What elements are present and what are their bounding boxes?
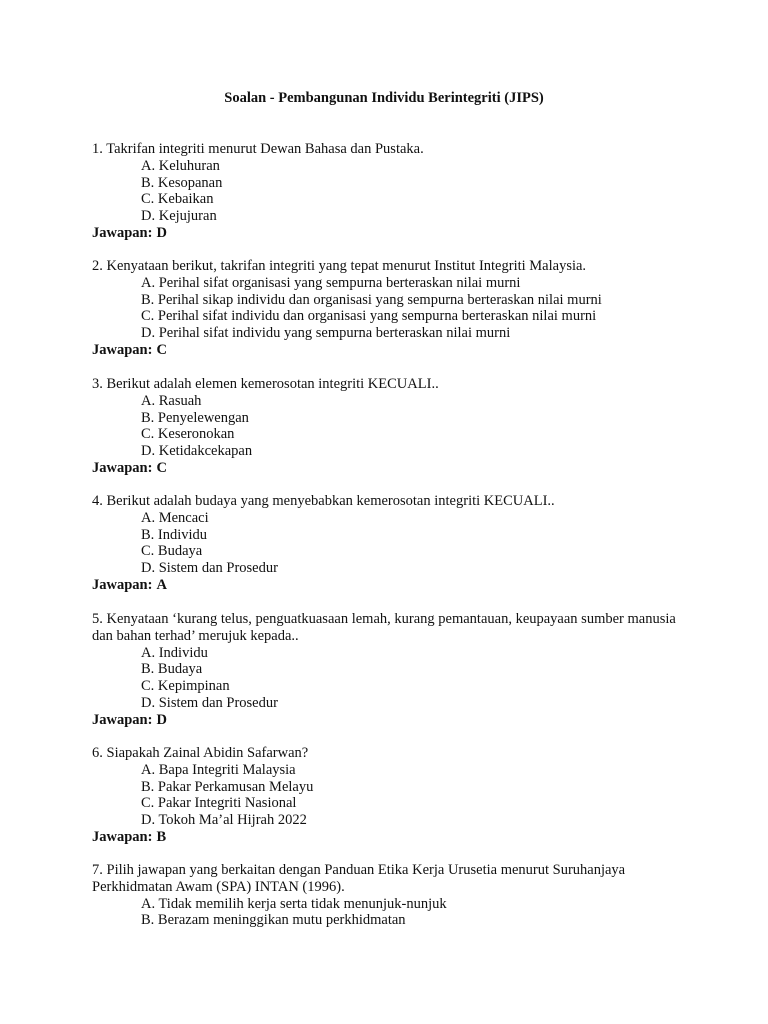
option-d: D. Ketidakcekapan xyxy=(141,443,253,460)
option-a: A. Individu xyxy=(141,644,208,661)
option-list xyxy=(92,762,692,829)
question-2 xyxy=(92,258,692,359)
question-text: 4. Berikut adalah budaya yang menyebabkan kemerosotan integriti KECUALI.. xyxy=(92,493,555,509)
answer-label: Jawapan: xyxy=(92,341,153,358)
option-list xyxy=(92,896,692,930)
option-b: B. Pakar Perkamusan Melayu xyxy=(141,778,314,795)
option-b: B. Perihal sikap individu dan organisasi yang sempurna berteraskan nilai murni xyxy=(141,291,602,308)
option-c: C. Perihal sifat individu dan organisasi yang sempurna berteraskan nilai murni xyxy=(141,308,597,325)
option-a: A. Keluhuran xyxy=(141,157,220,174)
option-b: B. Penyelewengan xyxy=(141,409,249,426)
answer-value: B xyxy=(156,828,167,845)
option-a: A. Bapa Integriti Malaysia xyxy=(141,761,296,778)
question-3 xyxy=(92,376,692,477)
option-list xyxy=(92,275,692,342)
answer-line xyxy=(92,225,692,242)
option-b: B. Individu xyxy=(141,526,208,543)
question-5 xyxy=(92,611,692,729)
answer-label: Jawapan: xyxy=(92,828,153,845)
option-a: A. Perihal sifat organisasi yang sempurna berteraskan nilai murni xyxy=(141,274,521,291)
option-c: C. Budaya xyxy=(141,543,203,560)
answer-line xyxy=(92,712,692,729)
option-list xyxy=(92,393,692,460)
option-list xyxy=(92,158,692,225)
answer-value: D xyxy=(156,224,167,241)
option-d: D. Sistem dan Prosedur xyxy=(141,694,278,711)
option-a: A. Mencaci xyxy=(141,509,209,526)
answer-label: Jawapan: xyxy=(92,711,153,728)
question-text: 3. Berikut adalah elemen kemerosotan integriti KECUALI.. xyxy=(92,376,439,392)
answer-line xyxy=(92,342,692,359)
answer-value: C xyxy=(156,459,167,476)
answer-label: Jawapan: xyxy=(92,459,153,476)
answer-value: A xyxy=(156,576,167,593)
answer-label: Jawapan: xyxy=(92,224,153,241)
option-c: C. Kebaikan xyxy=(141,191,214,208)
option-d: D. Tokoh Ma’al Hijrah 2022 xyxy=(141,812,307,829)
option-c: C. Pakar Integriti Nasional xyxy=(141,795,297,812)
answer-value: C xyxy=(156,341,167,358)
option-b: B. Kesopanan xyxy=(141,174,223,191)
question-1 xyxy=(92,141,692,242)
answer-line xyxy=(92,829,692,846)
answer-line xyxy=(92,460,692,477)
question-text: 6. Siapakah Zainal Abidin Safarwan? xyxy=(92,745,309,761)
option-d: D. Sistem dan Prosedur xyxy=(141,560,278,577)
question-6 xyxy=(92,745,692,846)
option-d: D. Perihal sifat individu yang sempurna berteraskan nilai murni xyxy=(141,325,511,342)
option-c: C. Keseronokan xyxy=(141,426,235,443)
option-list xyxy=(92,645,692,712)
document-title: Soalan - Pembangunan Individu Berintegriti (JIPS) xyxy=(224,90,544,106)
answer-value: D xyxy=(156,711,167,728)
question-4 xyxy=(92,493,692,594)
option-d: D. Kejujuran xyxy=(141,208,217,225)
answer-label: Jawapan: xyxy=(92,576,153,593)
option-b: B. Berazam meninggikan mutu perkhidmatan xyxy=(141,912,406,929)
option-b: B. Budaya xyxy=(141,661,203,678)
question-text: 2. Kenyataan berikut, takrifan integriti yang tepat menurut Institut Integriti Malaysia. xyxy=(92,258,587,274)
option-c: C. Kepimpinan xyxy=(141,678,230,695)
question-7 xyxy=(92,862,692,929)
option-a: A. Rasuah xyxy=(141,392,202,409)
question-text: 1. Takrifan integriti menurut Dewan Bahasa dan Pustaka. xyxy=(92,141,424,157)
question-text: 5. Kenyataan ‘kurang telus, penguatkuasaan lemah, kurang pemantauan, keupayaan sumber manusia dan bahan terhad’ merujuk kepada.. xyxy=(92,611,676,644)
option-a: A. Tidak memilih kerja serta tidak menunjuk-nunjuk xyxy=(141,895,447,912)
question-text: 7. Pilih jawapan yang berkaitan dengan Panduan Etika Kerja Urusetia menurut Suruhanjaya Perkhidmatan Awam (SPA) INTAN (1996). xyxy=(92,862,626,895)
option-list xyxy=(92,510,692,577)
answer-line xyxy=(92,577,692,594)
